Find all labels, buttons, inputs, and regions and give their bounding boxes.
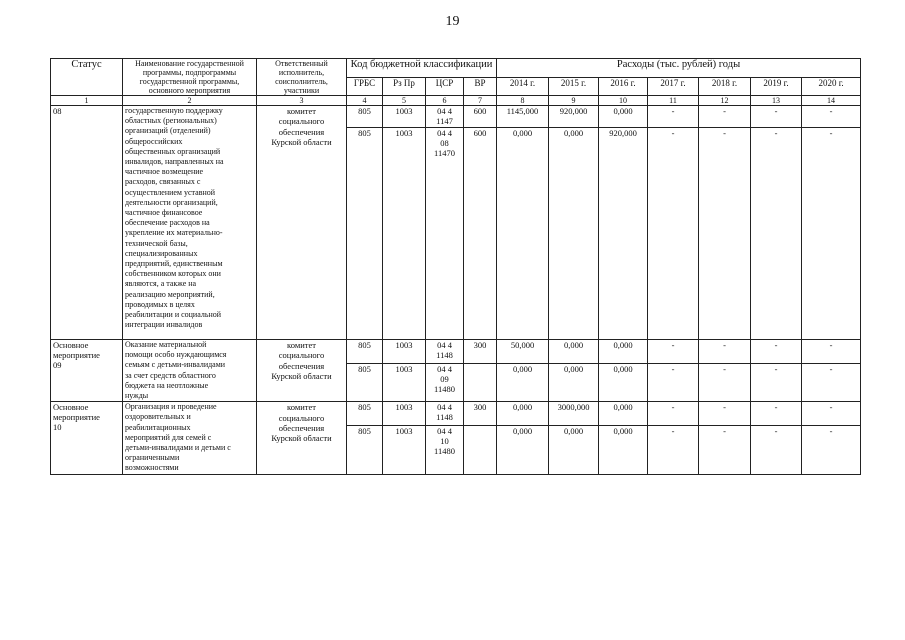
program-name-line: реализацию мероприятий, <box>125 289 215 299</box>
responsible-line: комитет <box>287 340 316 350</box>
csr-line: 1148 <box>436 350 453 360</box>
program-name-line: общероссийских <box>125 136 183 146</box>
column-number-row <box>51 96 861 106</box>
expense-cell: - <box>751 106 802 128</box>
expense-cell: - <box>699 425 751 474</box>
csr-line: 11470 <box>434 148 455 158</box>
program-name-line: проводимых в целях <box>125 299 195 309</box>
rzpr-cell: 1003 <box>383 106 426 128</box>
rzpr-cell: 1003 <box>383 340 426 364</box>
expense-cell: 0,000 <box>549 425 599 474</box>
program-name-line: реабилитационных <box>125 422 191 432</box>
responsible-line: обеспечения <box>278 360 325 371</box>
program-name-line: бюджета на неотложные <box>125 380 209 390</box>
csr-cell <box>426 363 464 402</box>
header-year: 2017 г. <box>648 77 699 96</box>
expense-cell: - <box>648 106 699 128</box>
table-body <box>51 96 861 475</box>
program-name-line: предприятий, единственным <box>125 259 223 269</box>
grbs-cell: 805 <box>347 340 383 364</box>
status-line: мероприятие <box>53 412 100 423</box>
csr-line: 04 4 <box>437 402 452 413</box>
expense-cell: - <box>751 340 802 364</box>
program-name-line: возможностями <box>125 463 179 473</box>
header-expenses: Расходы (тыс. рублей) годы <box>497 59 861 78</box>
expense-cell: 1145,000 <box>497 106 549 128</box>
csr-cell <box>426 128 464 340</box>
column-number: 5 <box>383 96 426 106</box>
program-name-line: ограниченными <box>125 453 180 463</box>
expense-cell: 920,000 <box>599 128 648 340</box>
program-name-line: инвалидов, направленных на <box>125 157 224 167</box>
program-name-line: реабилитации и социальной <box>125 310 222 320</box>
column-number: 14 <box>802 96 861 106</box>
expense-cell: 0,000 <box>549 128 599 340</box>
expense-cell: - <box>699 363 751 402</box>
expense-cell: - <box>802 425 861 474</box>
budget-table <box>50 58 861 475</box>
status-cell <box>51 340 123 402</box>
vr-cell: 600 <box>464 128 497 340</box>
responsible-line: Курской области <box>271 371 332 382</box>
expense-cell: - <box>648 402 699 425</box>
header-vr: ВР <box>464 77 497 96</box>
table-row <box>51 106 861 128</box>
page-number: 19 <box>445 14 460 29</box>
program-name-line: частичное возмещение <box>125 167 204 177</box>
status-line: 09 <box>53 360 62 370</box>
program-name-line: обеспечение расходов на <box>125 218 210 228</box>
csr-line: 10 <box>440 435 449 446</box>
expense-cell: 920,000 <box>549 106 599 128</box>
table-row <box>51 340 861 364</box>
rzpr-cell: 1003 <box>383 402 426 425</box>
csr-line: 04 4 <box>437 128 452 138</box>
csr-line: 04 4 <box>437 340 452 350</box>
column-number: 12 <box>699 96 751 106</box>
header-year: 2014 г. <box>497 77 549 96</box>
program-name-line: помощи особо нуждающимся <box>125 350 227 360</box>
header-name: Наименование государственной программы, подпрограммы государственной программы, основного мероприятия <box>123 59 257 96</box>
responsible-cell <box>257 340 347 402</box>
expense-cell: - <box>648 425 699 474</box>
vr-cell <box>464 363 497 402</box>
grbs-cell: 805 <box>347 425 383 474</box>
expense-cell: - <box>699 402 751 425</box>
program-name-line: областных (региональных) <box>125 116 217 126</box>
csr-cell <box>426 106 464 128</box>
header-status: Статус <box>51 59 123 96</box>
status-line: 08 <box>53 106 62 116</box>
expense-cell: - <box>751 402 802 425</box>
expense-cell: 0,000 <box>497 402 549 425</box>
csr-line: 04 4 <box>437 425 452 436</box>
program-name-line: мероприятий для семей с <box>125 432 212 442</box>
expense-cell: 0,000 <box>599 402 648 425</box>
vr-cell: 600 <box>464 106 497 128</box>
header-responsible: Ответственный исполнитель, соисполнитель, участники <box>257 59 347 96</box>
header-year: 2018 г. <box>699 77 751 96</box>
expense-cell: - <box>802 340 861 364</box>
responsible-line: Курской области <box>271 137 332 148</box>
program-name-line: собственником которых они <box>125 269 221 279</box>
expense-cell: - <box>648 363 699 402</box>
rzpr-cell: 1003 <box>383 363 426 402</box>
expense-cell: - <box>751 363 802 402</box>
column-number: 11 <box>648 96 699 106</box>
expense-cell: - <box>648 128 699 340</box>
status-line: мероприятие <box>53 350 100 360</box>
column-number: 3 <box>257 96 347 106</box>
program-name-line: расходов, связанных с <box>125 177 201 187</box>
responsible-line: социального <box>278 116 325 127</box>
program-name-line: оздоровительных и <box>125 412 191 422</box>
expense-cell: 0,000 <box>599 106 648 128</box>
expense-cell: - <box>802 363 861 402</box>
responsible-line: обеспечения <box>278 126 325 137</box>
expense-cell: 0,000 <box>599 340 648 364</box>
column-number: 10 <box>599 96 648 106</box>
program-name-line: организаций (отделений) <box>125 126 211 136</box>
program-name-line: являются, а также на <box>125 279 197 289</box>
program-name-cell <box>123 340 257 402</box>
expense-cell: - <box>802 106 861 128</box>
rzpr-cell: 1003 <box>383 425 426 474</box>
program-name-line: специализированных <box>125 248 198 258</box>
program-name-line: интеграции инвалидов <box>125 320 203 330</box>
responsible-line: комитет <box>287 106 316 116</box>
grbs-cell: 805 <box>347 128 383 340</box>
csr-line: 1147 <box>436 116 453 126</box>
vr-cell: 300 <box>464 402 497 425</box>
rzpr-cell: 1003 <box>383 128 426 340</box>
program-name-cell <box>123 402 257 474</box>
column-number: 2 <box>123 96 257 106</box>
program-name-line: деятельности организаций, <box>125 197 218 207</box>
header-grbs: ГРБС <box>347 77 383 96</box>
grbs-cell: 805 <box>347 363 383 402</box>
program-name-line: детьми-инвалидами и детьми с <box>125 443 231 453</box>
expense-cell: 0,000 <box>549 363 599 402</box>
csr-line: 04 4 <box>437 106 452 116</box>
csr-line: 11480 <box>434 383 455 394</box>
program-name-line: технической базы, <box>125 238 188 248</box>
responsible-line: обеспечения <box>278 423 325 434</box>
program-name-line: за счет средств областного <box>125 370 216 380</box>
program-name-line: семьям с детьми-инвалидами <box>125 360 226 370</box>
header-csr: ЦСР <box>426 77 464 96</box>
csr-line: 08 <box>440 138 449 148</box>
expense-cell: - <box>751 128 802 340</box>
column-number: 9 <box>549 96 599 106</box>
status-line: Основное <box>53 340 89 350</box>
expense-cell: - <box>802 402 861 425</box>
header-rzpr: Рз Пр <box>383 77 426 96</box>
expense-cell: - <box>648 340 699 364</box>
expense-cell: 0,000 <box>497 363 549 402</box>
expense-cell: - <box>751 425 802 474</box>
expense-cell: 0,000 <box>549 340 599 364</box>
expense-cell: 0,000 <box>497 128 549 340</box>
expense-cell: 50,000 <box>497 340 549 364</box>
program-name-line: осуществлением уставной <box>125 187 216 197</box>
responsible-line: Курской области <box>271 433 332 444</box>
header-year: 2015 г. <box>549 77 599 96</box>
vr-cell: 300 <box>464 340 497 364</box>
column-number: 6 <box>426 96 464 106</box>
program-name-line: Организация и проведение <box>125 402 217 412</box>
column-number: 4 <box>347 96 383 106</box>
csr-line: 1148 <box>436 412 453 423</box>
responsible-line: социального <box>278 350 325 361</box>
grbs-cell: 805 <box>347 402 383 425</box>
status-cell <box>51 106 123 340</box>
header-year: 2016 г. <box>599 77 648 96</box>
grbs-cell: 805 <box>347 106 383 128</box>
header-year: 2019 г. <box>751 77 802 96</box>
program-name-line: общественных организаций <box>125 146 221 156</box>
expense-cell: 3000,000 <box>549 402 599 425</box>
responsible-line: социального <box>278 412 325 423</box>
csr-cell <box>426 425 464 474</box>
responsible-line: комитет <box>287 402 316 413</box>
csr-line: 09 <box>440 373 449 384</box>
column-number: 1 <box>51 96 123 106</box>
column-number: 7 <box>464 96 497 106</box>
responsible-cell <box>257 402 347 474</box>
column-number: 13 <box>751 96 802 106</box>
column-number: 8 <box>497 96 549 106</box>
status-cell <box>51 402 123 474</box>
csr-cell <box>426 340 464 364</box>
program-name-line: нужды <box>125 391 149 401</box>
status-line: 10 <box>53 422 62 433</box>
table-row <box>51 402 861 425</box>
program-name-line: укрепление их материально- <box>125 228 223 238</box>
expense-cell: - <box>699 340 751 364</box>
program-name-line: Оказание материальной <box>125 340 207 349</box>
csr-line: 04 4 <box>437 363 452 374</box>
header-budget-code: Код бюджетной классификации <box>347 59 497 78</box>
status-line: Основное <box>53 402 89 413</box>
program-name-line: государственную поддержку <box>125 106 223 115</box>
responsible-cell <box>257 106 347 340</box>
vr-cell <box>464 425 497 474</box>
program-name-line: частичное финансовое <box>125 208 203 218</box>
header-year: 2020 г. <box>802 77 861 96</box>
csr-cell <box>426 402 464 425</box>
csr-line: 11480 <box>434 445 455 456</box>
expense-cell: - <box>699 106 751 128</box>
expense-cell: - <box>699 128 751 340</box>
expense-cell: - <box>802 128 861 340</box>
expense-cell: 0,000 <box>599 425 648 474</box>
expense-cell: 0,000 <box>497 425 549 474</box>
expense-cell: 0,000 <box>599 363 648 402</box>
program-name-cell <box>123 106 257 340</box>
